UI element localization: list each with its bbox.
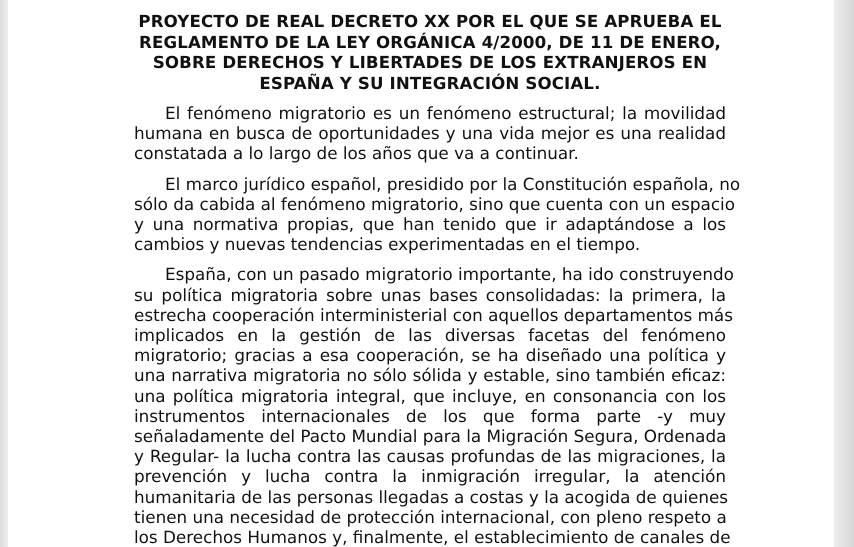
paragraph-1 (134, 103, 726, 164)
text-line: prevención y lucha contra la inmigración irregular, la atención (134, 466, 726, 487)
title-line: ESPAÑA Y SU INTEGRACIÓN SOCIAL. (259, 73, 601, 93)
title-line: REGLAMENTO DE LA LEY ORGÁNICA 4/2000, DE 11 DE ENERO, (139, 32, 721, 52)
title-line: PROYECTO DE REAL DECRETO XX POR EL QUE SE APRUEBA EL (138, 12, 722, 31)
text-line: y una normativa propias, que han tenido que ir adaptándose a los (134, 214, 726, 235)
text-line: una narrativa migratoria no sólo sólida y estable, sino también eficaz: (134, 365, 726, 386)
text-line: estrecha cooperación interministerial con aquellos departamentos más (134, 304, 733, 325)
paragraph-3 (134, 264, 734, 547)
viewer-left-margin (0, 0, 8, 547)
text-line: instrumentos internacionales de los que forma parte -y muy (134, 405, 726, 426)
text-line: El marco jurídico español, presidido por la Constitución española, no (165, 173, 741, 194)
text-line: migratorio; gracias a esa cooperación, se ha diseñado una política y (134, 345, 726, 366)
text-line: una política migratoria integral, que incluye, en consonancia con los (134, 385, 726, 406)
document-title (134, 12, 726, 94)
text-line: El fenómeno migratorio es un fenómeno estructural; la movilidad (165, 103, 726, 123)
text-line: España, con un pasado migratorio importante, ha ido construyendo (165, 264, 734, 285)
document-page (8, 0, 834, 547)
text-line: sólo da cabida al fenómeno migratorio, sino que cuenta con un espacio (134, 193, 735, 214)
text-line: humana en busca de oportunidades y una vida mejor es una realidad (134, 123, 726, 144)
paragraph-2 (134, 173, 741, 255)
document-content (134, 12, 741, 547)
text-line: señaladamente del Pacto Mundial para la Migración Segura, Ordenada (134, 426, 727, 447)
text-line: implicados en la gestión de las diversas facetas del fenómeno (134, 325, 726, 346)
text-line: constatada a lo largo de los años que va a continuar. (134, 143, 579, 164)
text-line: humanitaria de las personas llegadas a costas y la acogida de quienes (134, 486, 729, 507)
text-line: y Regular- la lucha contra las causas profundas de las migraciones, la (134, 446, 726, 467)
text-line: cambios y nuevas tendencias experimentadas en el tiempo. (134, 234, 641, 255)
text-line: su política migratoria sobre unas bases consolidadas: la primera, la (134, 284, 726, 305)
viewer-right-margin (834, 0, 854, 547)
title-line: SOBRE DERECHOS Y LIBERTADES DE LOS EXTRANJEROS EN (152, 53, 708, 72)
text-line: los Derechos Humanos y, finalmente, el establecimiento de canales de (134, 527, 731, 547)
text-line: tienen una necesidad de protección internacional, con pleno respeto a (134, 506, 727, 527)
